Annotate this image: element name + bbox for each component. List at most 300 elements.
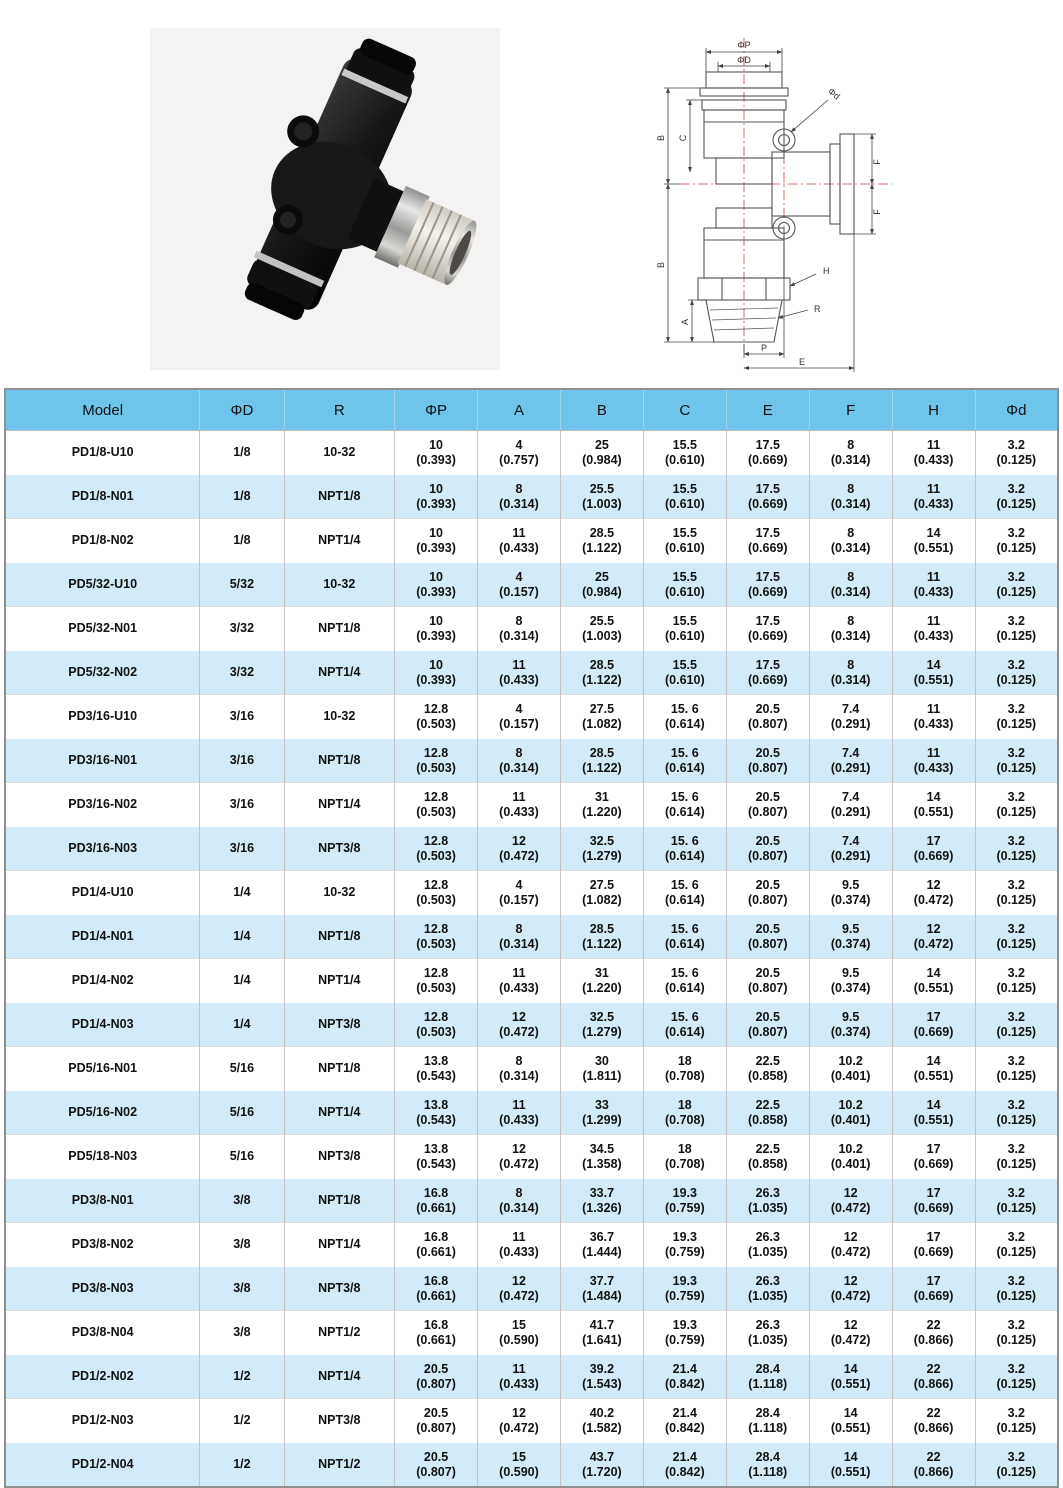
dim-cell: 8 (0.314) xyxy=(809,607,892,651)
dim-cell: 21.4 (0.842) xyxy=(643,1399,726,1443)
thread-cell: NPT1/8 xyxy=(284,607,395,651)
dim-cell: 12.8 (0.503) xyxy=(395,695,478,739)
model-cell: PD3/16-N03 xyxy=(5,827,200,871)
dim-cell: 3.2 (0.125) xyxy=(975,1003,1058,1047)
dim-cell: 21.4 (0.842) xyxy=(643,1355,726,1399)
model-cell: PD5/16-N01 xyxy=(5,1047,200,1091)
dim-cell: 17 (0.669) xyxy=(892,1267,975,1311)
dim-cell: 11 (0.433) xyxy=(478,1091,561,1135)
dim-cell: 17.5 (0.669) xyxy=(726,607,809,651)
dim-cell: 4 (0.157) xyxy=(478,563,561,607)
dim-label-B-upper: B xyxy=(656,134,666,142)
dim-cell: 8 (0.314) xyxy=(809,651,892,695)
thread-cell: 10-32 xyxy=(284,431,395,475)
dim-cell: 15. 6 (0.614) xyxy=(643,827,726,871)
model-cell: PD5/18-N03 xyxy=(5,1135,200,1179)
dim-cell: 10 (0.393) xyxy=(395,519,478,563)
dim-cell: 16.8 (0.661) xyxy=(395,1223,478,1267)
dim-cell: 10 (0.393) xyxy=(395,651,478,695)
column-header-1: ΦD xyxy=(200,389,284,431)
thread-cell: NPT3/8 xyxy=(284,1003,395,1047)
thread-cell: 10-32 xyxy=(284,871,395,915)
dim-cell: 39.2 (1.543) xyxy=(560,1355,643,1399)
dim-cell: 22.5 (0.858) xyxy=(726,1047,809,1091)
model-cell: PD3/16-N01 xyxy=(5,739,200,783)
spec-table-container xyxy=(4,388,1059,1488)
dim-cell: 18 (0.708) xyxy=(643,1135,726,1179)
dim-cell: 26.3 (1.035) xyxy=(726,1267,809,1311)
table-row xyxy=(5,607,1058,651)
dim-cell: 3.2 (0.125) xyxy=(975,475,1058,519)
spec-table xyxy=(4,388,1059,1488)
dim-cell: 33.7 (1.326) xyxy=(560,1179,643,1223)
dim-cell: 41.7 (1.641) xyxy=(560,1311,643,1355)
dim-cell: 25.5 (1.003) xyxy=(560,475,643,519)
dim-cell: 3.2 (0.125) xyxy=(975,827,1058,871)
phiD-cell: 3/32 xyxy=(200,607,284,651)
dim-cell: 3.2 (0.125) xyxy=(975,563,1058,607)
dim-cell: 8 (0.314) xyxy=(478,1179,561,1223)
table-row xyxy=(5,915,1058,959)
dim-cell: 26.3 (1.035) xyxy=(726,1311,809,1355)
dimension-diagram xyxy=(592,22,900,376)
dim-cell: 43.7 (1.720) xyxy=(560,1443,643,1488)
dim-cell: 20.5 (0.807) xyxy=(395,1355,478,1399)
dim-cell: 19.3 (0.759) xyxy=(643,1223,726,1267)
model-cell: PD3/16-N02 xyxy=(5,783,200,827)
dim-cell: 4 (0.757) xyxy=(478,431,561,475)
phiD-cell: 1/2 xyxy=(200,1399,284,1443)
phiD-cell: 1/4 xyxy=(200,915,284,959)
dim-cell: 20.5 (0.807) xyxy=(726,739,809,783)
dim-cell: 25.5 (1.003) xyxy=(560,607,643,651)
dim-cell: 16.8 (0.661) xyxy=(395,1267,478,1311)
dim-cell: 11 (0.433) xyxy=(892,607,975,651)
dim-cell: 14 (0.551) xyxy=(892,651,975,695)
table-row xyxy=(5,431,1058,475)
dim-cell: 19.3 (0.759) xyxy=(643,1267,726,1311)
column-header-0: Model xyxy=(5,389,200,431)
dim-cell: 31 (1.220) xyxy=(560,783,643,827)
model-cell: PD1/2-N03 xyxy=(5,1399,200,1443)
dim-cell: 12 (0.472) xyxy=(892,871,975,915)
dim-cell: 11 (0.433) xyxy=(478,783,561,827)
phiD-cell: 3/16 xyxy=(200,695,284,739)
dim-cell: 3.2 (0.125) xyxy=(975,431,1058,475)
dim-cell: 10 (0.393) xyxy=(395,563,478,607)
phiD-cell: 5/16 xyxy=(200,1047,284,1091)
dim-cell: 12 (0.472) xyxy=(809,1179,892,1223)
dim-cell: 32.5 (1.279) xyxy=(560,827,643,871)
dim-cell: 12.8 (0.503) xyxy=(395,783,478,827)
dim-cell: 4 (0.157) xyxy=(478,871,561,915)
phiD-cell: 1/8 xyxy=(200,519,284,563)
model-cell: PD1/8-N02 xyxy=(5,519,200,563)
technical-drawing xyxy=(592,22,900,376)
table-row xyxy=(5,1091,1058,1135)
dim-cell: 12.8 (0.503) xyxy=(395,915,478,959)
dim-cell: 11 (0.433) xyxy=(478,1223,561,1267)
dim-cell: 12 (0.472) xyxy=(478,1135,561,1179)
dim-cell: 14 (0.551) xyxy=(892,1047,975,1091)
table-row xyxy=(5,651,1058,695)
thread-cell: NPT1/8 xyxy=(284,1047,395,1091)
phiD-cell: 3/16 xyxy=(200,739,284,783)
dim-cell: 15 (0.590) xyxy=(478,1443,561,1488)
thread-cell: NPT1/8 xyxy=(284,475,395,519)
dim-cell: 10 (0.393) xyxy=(395,607,478,651)
dim-cell: 12 (0.472) xyxy=(478,1003,561,1047)
dim-cell: 13.8 (0.543) xyxy=(395,1091,478,1135)
dim-cell: 14 (0.551) xyxy=(892,959,975,1003)
dim-cell: 8 (0.314) xyxy=(478,739,561,783)
dim-cell: 7.4 (0.291) xyxy=(809,827,892,871)
dim-cell: 19.3 (0.759) xyxy=(643,1179,726,1223)
model-cell: PD5/32-N01 xyxy=(5,607,200,651)
dim-label-phiP: ΦP xyxy=(737,40,751,50)
phiD-cell: 1/2 xyxy=(200,1355,284,1399)
model-cell: PD5/16-N02 xyxy=(5,1091,200,1135)
dim-cell: 12 (0.472) xyxy=(809,1267,892,1311)
dim-cell: 28.4 (1.118) xyxy=(726,1443,809,1488)
model-cell: PD1/4-N01 xyxy=(5,915,200,959)
dim-cell: 31 (1.220) xyxy=(560,959,643,1003)
dim-label-E: E xyxy=(798,357,806,367)
dim-cell: 15. 6 (0.614) xyxy=(643,1003,726,1047)
phiD-cell: 1/4 xyxy=(200,1003,284,1047)
phiD-cell: 1/8 xyxy=(200,475,284,519)
hero-section xyxy=(0,0,1063,384)
table-row xyxy=(5,1311,1058,1355)
dim-cell: 10.2 (0.401) xyxy=(809,1047,892,1091)
dim-cell: 40.2 (1.582) xyxy=(560,1399,643,1443)
table-row xyxy=(5,695,1058,739)
dim-cell: 7.4 (0.291) xyxy=(809,783,892,827)
dim-cell: 3.2 (0.125) xyxy=(975,1135,1058,1179)
dim-cell: 30 (1.811) xyxy=(560,1047,643,1091)
dim-cell: 17.5 (0.669) xyxy=(726,651,809,695)
dim-cell: 3.2 (0.125) xyxy=(975,915,1058,959)
dim-label-C: C xyxy=(678,134,688,142)
thread-cell: NPT3/8 xyxy=(284,1399,395,1443)
table-row xyxy=(5,827,1058,871)
dim-cell: 17 (0.669) xyxy=(892,1179,975,1223)
dim-cell: 13.8 (0.543) xyxy=(395,1135,478,1179)
model-cell: PD3/16-U10 xyxy=(5,695,200,739)
column-header-6: C xyxy=(643,389,726,431)
dim-cell: 11 (0.433) xyxy=(478,1355,561,1399)
dim-cell: 11 (0.433) xyxy=(478,519,561,563)
dim-cell: 3.2 (0.125) xyxy=(975,783,1058,827)
table-row xyxy=(5,783,1058,827)
dim-cell: 3.2 (0.125) xyxy=(975,1179,1058,1223)
dim-cell: 11 (0.433) xyxy=(892,431,975,475)
dim-cell: 12.8 (0.503) xyxy=(395,959,478,1003)
thread-cell: NPT1/2 xyxy=(284,1443,395,1488)
dim-cell: 10 (0.393) xyxy=(395,431,478,475)
dim-cell: 8 (0.314) xyxy=(809,563,892,607)
phiD-cell: 5/16 xyxy=(200,1091,284,1135)
dim-cell: 17 (0.669) xyxy=(892,1135,975,1179)
thread-cell: NPT1/8 xyxy=(284,915,395,959)
dim-cell: 8 (0.314) xyxy=(809,519,892,563)
dim-cell: 13.8 (0.543) xyxy=(395,1047,478,1091)
table-row xyxy=(5,1443,1058,1488)
dim-cell: 34.5 (1.358) xyxy=(560,1135,643,1179)
dim-cell: 20.5 (0.807) xyxy=(726,783,809,827)
dim-cell: 3.2 (0.125) xyxy=(975,1443,1058,1488)
dim-cell: 4 (0.157) xyxy=(478,695,561,739)
thread-cell: NPT3/8 xyxy=(284,827,395,871)
dim-label-F-upper: F xyxy=(872,159,882,165)
phiD-cell: 3/8 xyxy=(200,1179,284,1223)
thread-cell: 10-32 xyxy=(284,563,395,607)
dim-cell: 18 (0.708) xyxy=(643,1091,726,1135)
dim-cell: 17.5 (0.669) xyxy=(726,519,809,563)
column-header-5: B xyxy=(560,389,643,431)
dim-cell: 12.8 (0.503) xyxy=(395,871,478,915)
table-row xyxy=(5,739,1058,783)
dim-cell: 20.5 (0.807) xyxy=(395,1443,478,1488)
dim-cell: 28.5 (1.122) xyxy=(560,651,643,695)
dim-cell: 17 (0.669) xyxy=(892,1223,975,1267)
dim-cell: 14 (0.551) xyxy=(809,1443,892,1488)
dim-cell: 25 (0.984) xyxy=(560,563,643,607)
column-header-8: F xyxy=(809,389,892,431)
dim-cell: 11 (0.433) xyxy=(892,563,975,607)
dim-cell: 15. 6 (0.614) xyxy=(643,915,726,959)
thread-cell: NPT1/8 xyxy=(284,1179,395,1223)
model-cell: PD1/4-N03 xyxy=(5,1003,200,1047)
dim-cell: 15. 6 (0.614) xyxy=(643,739,726,783)
table-row xyxy=(5,959,1058,1003)
dim-cell: 20.5 (0.807) xyxy=(726,1003,809,1047)
column-header-7: E xyxy=(726,389,809,431)
dim-cell: 3.2 (0.125) xyxy=(975,1399,1058,1443)
dim-cell: 19.3 (0.759) xyxy=(643,1311,726,1355)
dim-cell: 3.2 (0.125) xyxy=(975,959,1058,1003)
dim-cell: 25 (0.984) xyxy=(560,431,643,475)
dim-cell: 17 (0.669) xyxy=(892,1003,975,1047)
table-row xyxy=(5,563,1058,607)
dim-cell: 11 (0.433) xyxy=(478,959,561,1003)
model-cell: PD1/4-N02 xyxy=(5,959,200,1003)
thread-cell: NPT1/4 xyxy=(284,651,395,695)
model-cell: PD1/2-N04 xyxy=(5,1443,200,1488)
dim-cell: 18 (0.708) xyxy=(643,1047,726,1091)
dim-cell: 20.5 (0.807) xyxy=(395,1399,478,1443)
dim-cell: 20.5 (0.807) xyxy=(726,695,809,739)
dim-cell: 3.2 (0.125) xyxy=(975,519,1058,563)
dim-cell: 12.8 (0.503) xyxy=(395,827,478,871)
dim-label-P: P xyxy=(760,343,768,353)
dim-cell: 22 (0.866) xyxy=(892,1399,975,1443)
phiD-cell: 1/2 xyxy=(200,1443,284,1488)
dim-cell: 14 (0.551) xyxy=(809,1355,892,1399)
phiD-cell: 3/8 xyxy=(200,1267,284,1311)
dim-cell: 15.5 (0.610) xyxy=(643,651,726,695)
table-row xyxy=(5,871,1058,915)
dim-cell: 14 (0.551) xyxy=(892,519,975,563)
phiD-cell: 1/8 xyxy=(200,431,284,475)
header-row xyxy=(5,389,1058,431)
dim-cell: 8 (0.314) xyxy=(478,1047,561,1091)
thread-cell: NPT1/4 xyxy=(284,519,395,563)
model-cell: PD5/32-N02 xyxy=(5,651,200,695)
dim-cell: 22.5 (0.858) xyxy=(726,1091,809,1135)
model-cell: PD1/4-U10 xyxy=(5,871,200,915)
table-row xyxy=(5,519,1058,563)
table-row xyxy=(5,1223,1058,1267)
dim-cell: 12 (0.472) xyxy=(478,1399,561,1443)
dim-cell: 20.5 (0.807) xyxy=(726,871,809,915)
dim-cell: 28.5 (1.122) xyxy=(560,739,643,783)
dim-cell: 3.2 (0.125) xyxy=(975,1355,1058,1399)
dim-label-R: R xyxy=(814,304,821,314)
dim-cell: 12.8 (0.503) xyxy=(395,739,478,783)
dim-cell: 17.5 (0.669) xyxy=(726,563,809,607)
column-header-9: H xyxy=(892,389,975,431)
dim-cell: 8 (0.314) xyxy=(478,475,561,519)
dim-cell: 3.2 (0.125) xyxy=(975,607,1058,651)
column-header-2: R xyxy=(284,389,395,431)
dim-cell: 21.4 (0.842) xyxy=(643,1443,726,1488)
dim-cell: 15. 6 (0.614) xyxy=(643,871,726,915)
dim-cell: 28.4 (1.118) xyxy=(726,1399,809,1443)
model-cell: PD3/8-N01 xyxy=(5,1179,200,1223)
model-cell: PD5/32-U10 xyxy=(5,563,200,607)
dim-cell: 3.2 (0.125) xyxy=(975,1047,1058,1091)
dim-cell: 20.5 (0.807) xyxy=(726,915,809,959)
dim-label-B-lower: B xyxy=(656,261,666,269)
dim-cell: 26.3 (1.035) xyxy=(726,1223,809,1267)
model-cell: PD1/8-N01 xyxy=(5,475,200,519)
dim-cell: 7.4 (0.291) xyxy=(809,695,892,739)
table-row xyxy=(5,1267,1058,1311)
dim-cell: 8 (0.314) xyxy=(478,607,561,651)
dim-cell: 15.5 (0.610) xyxy=(643,563,726,607)
dim-cell: 26.3 (1.035) xyxy=(726,1179,809,1223)
phiD-cell: 3/8 xyxy=(200,1311,284,1355)
dim-cell: 8 (0.314) xyxy=(478,915,561,959)
dim-cell: 3.2 (0.125) xyxy=(975,871,1058,915)
dim-cell: 15.5 (0.610) xyxy=(643,475,726,519)
dim-cell: 22 (0.866) xyxy=(892,1355,975,1399)
thread-cell: NPT1/4 xyxy=(284,1355,395,1399)
table-row xyxy=(5,1179,1058,1223)
dim-cell: 20.5 (0.807) xyxy=(726,827,809,871)
phiD-cell: 3/16 xyxy=(200,783,284,827)
dim-cell: 14 (0.551) xyxy=(809,1399,892,1443)
dim-cell: 12.8 (0.503) xyxy=(395,1003,478,1047)
dim-cell: 14 (0.551) xyxy=(892,783,975,827)
dim-cell: 36.7 (1.444) xyxy=(560,1223,643,1267)
thread-cell: NPT1/4 xyxy=(284,959,395,1003)
table-row xyxy=(5,1399,1058,1443)
phiD-cell: 1/4 xyxy=(200,871,284,915)
phiD-cell: 3/16 xyxy=(200,827,284,871)
table-row xyxy=(5,1047,1058,1091)
phiD-cell: 1/4 xyxy=(200,959,284,1003)
dim-cell: 22 (0.866) xyxy=(892,1443,975,1488)
dim-cell: 3.2 (0.125) xyxy=(975,1311,1058,1355)
dim-cell: 12 (0.472) xyxy=(478,1267,561,1311)
dim-cell: 3.2 (0.125) xyxy=(975,1223,1058,1267)
dim-cell: 22 (0.866) xyxy=(892,1311,975,1355)
phiD-cell: 5/32 xyxy=(200,563,284,607)
dim-cell: 17.5 (0.669) xyxy=(726,431,809,475)
thread-cell: NPT1/4 xyxy=(284,1223,395,1267)
dim-cell: 3.2 (0.125) xyxy=(975,1091,1058,1135)
dim-cell: 8 (0.314) xyxy=(809,475,892,519)
dim-label-phiD: ΦD xyxy=(737,55,751,65)
model-cell: PD1/2-N02 xyxy=(5,1355,200,1399)
dim-cell: 10.2 (0.401) xyxy=(809,1135,892,1179)
dim-cell: 10.2 (0.401) xyxy=(809,1091,892,1135)
phiD-cell: 5/16 xyxy=(200,1135,284,1179)
dim-cell: 7.4 (0.291) xyxy=(809,739,892,783)
thread-cell: NPT1/4 xyxy=(284,783,395,827)
dim-cell: 11 (0.433) xyxy=(892,475,975,519)
column-header-3: ΦP xyxy=(395,389,478,431)
table-row xyxy=(5,1135,1058,1179)
dim-label-phid: Φd xyxy=(826,85,842,102)
dim-cell: 3.2 (0.125) xyxy=(975,651,1058,695)
dim-cell: 15.5 (0.610) xyxy=(643,607,726,651)
table-row xyxy=(5,1003,1058,1047)
dim-cell: 11 (0.433) xyxy=(892,695,975,739)
dim-cell: 3.2 (0.125) xyxy=(975,695,1058,739)
dim-cell: 15 (0.590) xyxy=(478,1311,561,1355)
tee-fitting-photo-illustration xyxy=(150,28,500,370)
dim-cell: 9.5 (0.374) xyxy=(809,915,892,959)
dim-cell: 12 (0.472) xyxy=(809,1223,892,1267)
dim-cell: 12 (0.472) xyxy=(892,915,975,959)
dim-cell: 28.4 (1.118) xyxy=(726,1355,809,1399)
product-photo xyxy=(150,28,500,370)
dim-label-A: A xyxy=(680,318,690,326)
dim-cell: 3.2 (0.125) xyxy=(975,1267,1058,1311)
thread-cell: NPT3/8 xyxy=(284,1267,395,1311)
dim-cell: 20.5 (0.807) xyxy=(726,959,809,1003)
phiD-cell: 3/32 xyxy=(200,651,284,695)
dim-cell: 9.5 (0.374) xyxy=(809,1003,892,1047)
dim-cell: 27.5 (1.082) xyxy=(560,695,643,739)
dim-cell: 17 (0.669) xyxy=(892,827,975,871)
dim-cell: 11 (0.433) xyxy=(892,739,975,783)
dim-cell: 12 (0.472) xyxy=(809,1311,892,1355)
dim-cell: 15. 6 (0.614) xyxy=(643,783,726,827)
dim-cell: 15.5 (0.610) xyxy=(643,519,726,563)
dim-cell: 28.5 (1.122) xyxy=(560,915,643,959)
dim-cell: 37.7 (1.484) xyxy=(560,1267,643,1311)
dim-cell: 15.5 (0.610) xyxy=(643,431,726,475)
model-cell: PD3/8-N04 xyxy=(5,1311,200,1355)
thread-cell: NPT1/8 xyxy=(284,739,395,783)
thread-cell: NPT1/2 xyxy=(284,1311,395,1355)
model-cell: PD1/8-U10 xyxy=(5,431,200,475)
dim-cell: 15. 6 (0.614) xyxy=(643,959,726,1003)
model-cell: PD3/8-N02 xyxy=(5,1223,200,1267)
thread-cell: NPT1/4 xyxy=(284,1091,395,1135)
dim-cell: 9.5 (0.374) xyxy=(809,871,892,915)
dim-cell: 17.5 (0.669) xyxy=(726,475,809,519)
phiD-cell: 3/8 xyxy=(200,1223,284,1267)
dim-cell: 9.5 (0.374) xyxy=(809,959,892,1003)
dim-cell: 8 (0.314) xyxy=(809,431,892,475)
table-row xyxy=(5,475,1058,519)
dim-cell: 16.8 (0.661) xyxy=(395,1311,478,1355)
